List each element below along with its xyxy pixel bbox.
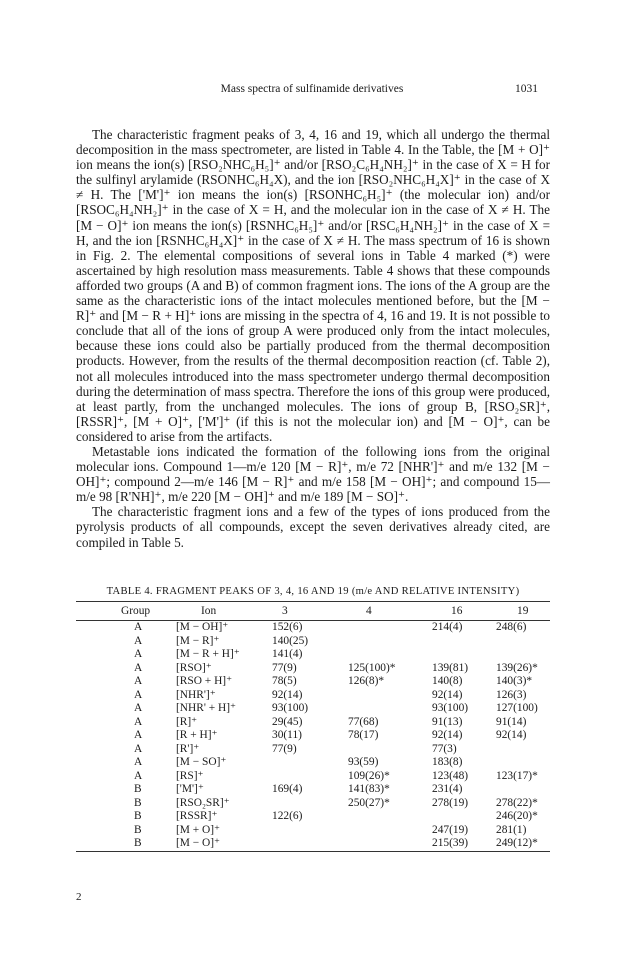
cell-16: 92(14)	[432, 688, 463, 701]
header-compound-3: 3	[282, 605, 288, 617]
cell-3: 141(4)	[272, 648, 303, 660]
cell-4: 250(27)*	[348, 796, 390, 809]
cell-ion: [R + H]⁺	[176, 729, 218, 741]
table-row	[76, 662, 550, 676]
cell-16: 91(13)	[432, 715, 463, 728]
cell-group: B	[134, 810, 142, 822]
table-row	[76, 621, 550, 635]
cell-ion: [R']⁺	[176, 742, 200, 755]
cell-3: 140(25)	[272, 634, 309, 647]
cell-ion: [R]⁺	[176, 715, 198, 728]
cell-group: A	[134, 648, 143, 660]
cell-ion: [M − O]⁺	[176, 837, 221, 849]
cell-ion: [NHR' + H]⁺	[176, 702, 237, 714]
cell-group: A	[134, 688, 143, 701]
cell-4: 78(17)	[348, 729, 379, 741]
body-text	[76, 127, 550, 550]
header-group: Group	[121, 605, 151, 617]
cell-3: 77(9)	[272, 661, 297, 674]
table-row	[76, 729, 550, 743]
cell-16: 92(14)	[432, 729, 463, 741]
cell-3: 77(9)	[272, 742, 297, 755]
fragment-table	[76, 601, 550, 852]
header-compound-16: 16	[451, 605, 463, 617]
header-compound-4: 4	[366, 605, 372, 617]
table-row	[76, 824, 550, 838]
table-row	[76, 675, 550, 689]
page-number: 1031	[515, 83, 538, 95]
cell-group: A	[134, 729, 143, 741]
cell-16: 93(100)	[432, 702, 469, 714]
cell-16: 140(8)	[432, 675, 463, 687]
table-row	[76, 716, 550, 730]
cell-16: 139(81)	[432, 661, 469, 674]
cell-group: B	[134, 796, 142, 809]
cell-19: 127(100)	[496, 702, 538, 714]
cell-3: 29(45)	[272, 715, 303, 728]
cell-4: 126(8)*	[348, 675, 385, 687]
cell-ion: [M + O]⁺	[176, 823, 221, 836]
cell-ion: [RSO + H]⁺	[176, 675, 233, 687]
table-row	[76, 689, 550, 703]
header-ion: Ion	[201, 605, 217, 617]
table-body	[76, 621, 550, 851]
cell-ion: [M − R]⁺	[176, 634, 220, 647]
cell-19: 249(12)*	[496, 837, 538, 849]
table-caption: TABLE 4. FRAGMENT PEAKS OF 3, 4, 16 AND 19 (m/e AND RELATIVE INTENSITY)	[106, 586, 520, 597]
cell-16: 215(39)	[432, 837, 469, 849]
table-row	[76, 648, 550, 662]
cell-19: 139(26)*	[496, 661, 538, 674]
cell-ion: [RSSR]⁺	[176, 810, 218, 822]
cell-16: 183(8)	[432, 756, 463, 768]
cell-ion: [RS]⁺	[176, 769, 204, 782]
cell-group: A	[134, 661, 143, 674]
table-row	[76, 837, 550, 851]
cell-group: B	[134, 837, 142, 849]
header-compound-19: 19	[517, 605, 529, 617]
table-row	[76, 770, 550, 784]
cell-3: 152(6)	[272, 621, 303, 633]
cell-group: B	[134, 783, 142, 795]
cell-19: 281(1)	[496, 823, 527, 836]
cell-19: 126(3)	[496, 688, 527, 701]
cell-ion: [M − SO]⁺	[176, 756, 227, 768]
cell-group: A	[134, 702, 143, 714]
cell-group: A	[134, 742, 143, 755]
table-row	[76, 810, 550, 824]
cell-group: A	[134, 756, 143, 768]
cell-ion: ['M']⁺	[176, 783, 204, 795]
cell-16: 214(4)	[432, 621, 463, 633]
cell-group: A	[134, 621, 143, 633]
paragraph: The characteristic fragment peaks of 3, 4, 16 and 19, which all undergo the thermal decomposition in the mass spectrometer, are listed in Table 4. In the Table, the [M + O]⁺ ion means the ion(s) [RSO₂NHC₆H₅]⁺ and/or [RSO₂C₆H₄NH₂]⁺ in the case of X = H for the sulfinyl arylamide (RSONHC₆H₄X), and the ion [RSO₂NHC₆H₄X]⁺ in the case of X ≠ H. The ['M']⁺ ion means the ion(s) [RSONHC₆H₅]⁺ (the molecular ion) and/or [RSOC₆H₄NH₂]⁺ in the case of X = H, and the molecular ion in the case of X ≠ H. The [M − O]⁺ ion means the ion(s) [RSNHC₆H₅]⁺ and/or [RSC₆H₄NH₂]⁺ in the case of X = H, and the ion [RSNHC₆H₄X]⁺ in the case of X ≠ H. The mass spectrum of 16 is shown in Fig. 2. The elemental compositions of several ions in Table 4 marked (*) were ascertained by high resolution mass measurements. Table 4 shows that these compounds afforded two groups (A and B) of common fragment ions. The ions of the A group are the same as the characteristic ions of the intact molecules mentioned before, but the [M − R]⁺ and [M − R + H]⁺ ions are missing in the spectra of 4, 16 and 19. It is not possible to conclude that all of the ions of group A were produced only from the intact molecules, because these ions could also be partially produced from the thermal decomposition products. However, from the results of the thermal decomposition reaction (cf. Table 2), not all molecules introduced into the mass spectrometer undergo thermal decomposition during the determination of mass spectra. Therefore the ions of this group were produced, at least partly, from the unchanged molecules. The ions of group B, [RSO₂SR]⁺, [RSSR]⁺, [M + O]⁺, ['M']⁺ (if this is not the molecular ion) and [M − O]⁺, can be considered to arise from the artifacts.	[76, 127, 550, 444]
cell-4: 125(100)*	[348, 661, 396, 674]
cell-3: 122(6)	[272, 810, 303, 822]
cell-group: A	[134, 634, 143, 647]
cell-4: 77(68)	[348, 715, 379, 728]
footer-mark: 2	[76, 891, 82, 903]
cell-3: 30(11)	[272, 729, 302, 741]
cell-ion: [NHR']⁺	[176, 688, 216, 701]
cell-group: A	[134, 769, 143, 782]
cell-group: A	[134, 715, 143, 728]
cell-3: 93(100)	[272, 702, 309, 714]
table-row	[76, 756, 550, 770]
table-row	[76, 702, 550, 716]
cell-group: A	[134, 675, 143, 687]
cell-19: 140(3)*	[496, 675, 533, 687]
cell-19: 91(14)	[496, 715, 527, 728]
cell-4: 109(26)*	[348, 769, 390, 782]
running-title: Mass spectra of sulfinamide derivatives	[220, 83, 404, 95]
cell-ion: [RSO]⁺	[176, 661, 212, 674]
cell-19: 92(14)	[496, 729, 527, 741]
cell-16: 77(3)	[432, 742, 457, 755]
running-header	[0, 83, 624, 99]
table-row	[76, 635, 550, 649]
cell-16: 123(48)	[432, 769, 469, 782]
cell-4: 141(83)*	[348, 783, 390, 795]
cell-3: 78(5)	[272, 675, 297, 687]
cell-group: B	[134, 823, 142, 836]
cell-4: 93(59)	[348, 756, 379, 768]
table-row	[76, 743, 550, 757]
cell-16: 231(4)	[432, 783, 463, 795]
cell-ion: [RSO₂SR]⁺	[176, 796, 230, 809]
cell-19: 246(20)*	[496, 810, 538, 822]
paragraph: The characteristic fragment ions and a few of the types of ions produced from the pyrolysis products of all compounds, except the seven derivatives already cited, are compiled in Table 5.	[76, 504, 550, 550]
cell-19: 123(17)*	[496, 769, 538, 782]
cell-19: 248(6)	[496, 621, 527, 633]
paragraph: Metastable ions indicated the formation of the following ions from the original molecular ions. Compound 1—m/e 120 [M − R]⁺, m/e 72 [NHR']⁺ and m/e 132 [M − OH]⁺; compound 2—m/e 146 [M − R]⁺ and m/e 158 [M − OH]⁺; and compound 15—m/e 98 [R'NH]⁺, m/e 220 [M − OH]⁺ and m/e 189 [M − SO]⁺.	[76, 443, 550, 505]
cell-3: 169(4)	[272, 783, 303, 795]
table-row	[76, 797, 550, 811]
cell-3: 92(14)	[272, 688, 303, 701]
cell-ion: [M − OH]⁺	[176, 621, 229, 633]
table-row	[76, 783, 550, 797]
table-header-row	[76, 602, 550, 620]
cell-16: 247(19)	[432, 823, 469, 836]
table-bottom-rule	[76, 851, 550, 852]
cell-19: 278(22)*	[496, 796, 538, 809]
cell-16: 278(19)	[432, 796, 469, 809]
cell-ion: [M − R + H]⁺	[176, 648, 240, 660]
